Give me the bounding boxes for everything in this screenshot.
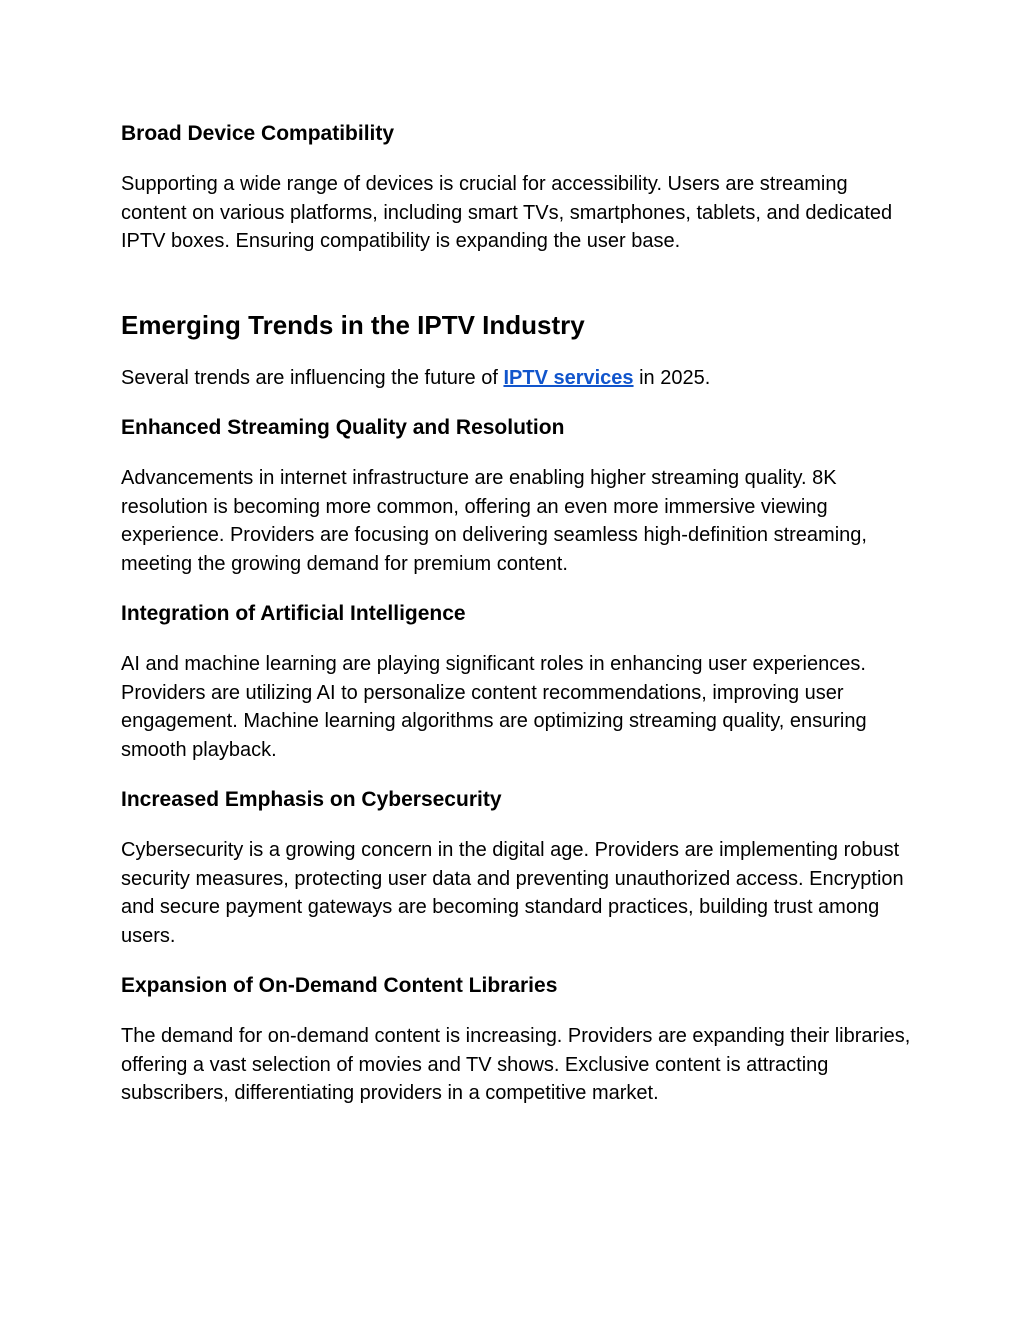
paragraph-broad-device-compatibility: Supporting a wide range of devices is crucial for accessibility. Users are streaming content on various platforms, including smart TVs, smartphones, tablets, and dedicated IPTV boxes. Ensuring compatibility is expanding the user base. xyxy=(121,173,893,253)
heading-integration-of-ai: Integration of Artificial Intelligence xyxy=(121,602,466,625)
heading-enhanced-streaming-quality: Enhanced Streaming Quality and Resolution xyxy=(121,416,565,439)
paragraph-on-demand-content: The demand for on-demand content is increasing. Providers are expanding their libraries, offering a vast selection of movies and TV shows. Exclusive content is attracting subscribers, differentiating providers in a competitive market. xyxy=(121,1025,911,1105)
heading-broad-device-compatibility: Broad Device Compatibility xyxy=(121,122,395,145)
paragraph-integration-of-ai: AI and machine learning are playing significant roles in enhancing user experiences. Providers are utilizing AI to personalize content recommendations, improving user engagement. Machine learning algorithms are optimizing streaming quality, ensuring smooth playback. xyxy=(121,653,867,762)
intro-text-after: in 2025. xyxy=(633,367,711,389)
paragraph-enhanced-streaming-quality: Advancements in internet infrastructure are enabling higher streaming quality. 8K resolution is becoming more common, offering an even more immersive viewing experience. Providers are focusing on delivering seamless high-definition streaming, meeting the growing demand for premium content. xyxy=(121,467,867,576)
heading-cybersecurity: Increased Emphasis on Cybersecurity xyxy=(121,788,502,811)
paragraph-emerging-trends-intro xyxy=(121,364,911,393)
heading-emerging-trends: Emerging Trends in the IPTV Industry xyxy=(121,310,585,340)
iptv-services-link[interactable]: IPTV services xyxy=(503,367,634,389)
paragraph-cybersecurity: Cybersecurity is a growing concern in the digital age. Providers are implementing robust security measures, protecting user data and preventing unauthorized access. Encryption and secure payment gateways are becoming standard practices, building trust among users. xyxy=(121,839,904,948)
heading-on-demand-content: Expansion of On-Demand Content Libraries xyxy=(121,974,558,997)
intro-text-before: Several trends are influencing the future of xyxy=(121,367,504,389)
